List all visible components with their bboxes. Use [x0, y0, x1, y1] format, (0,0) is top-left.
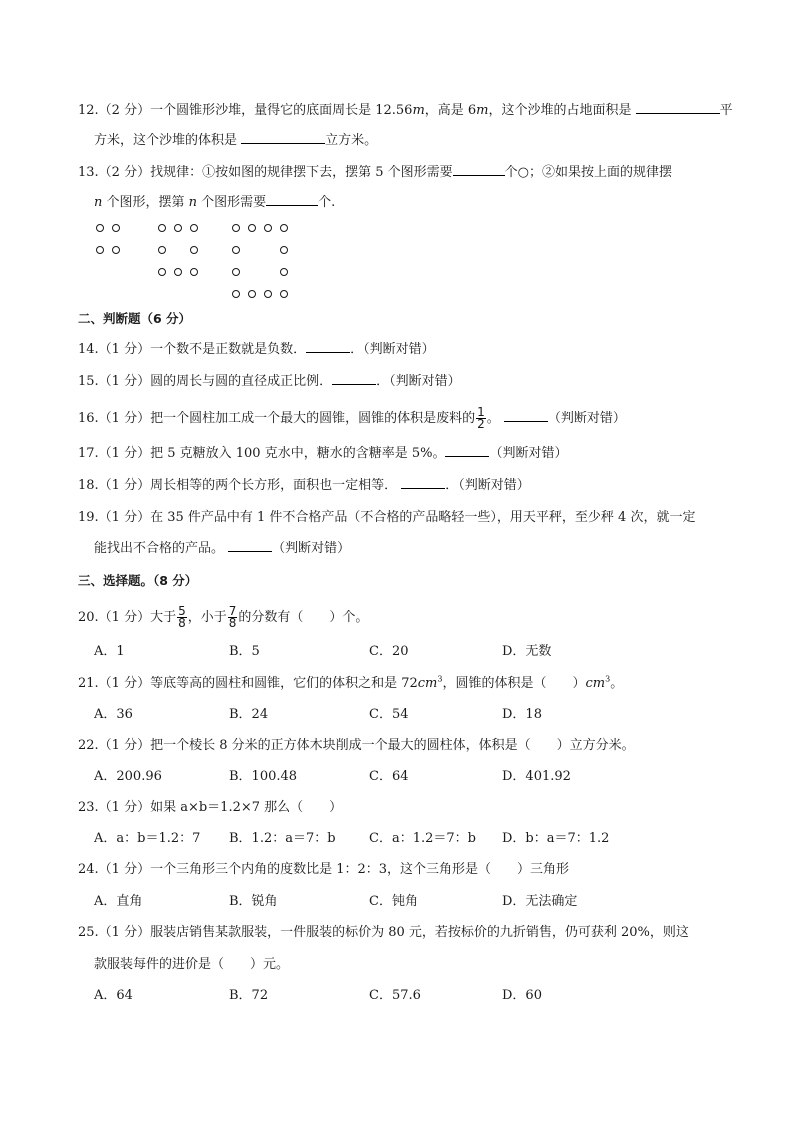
q12-text-d: 平: [719, 103, 733, 118]
q13-line2: [94, 193, 335, 213]
question-text: 。: [610, 676, 624, 691]
circle-icon: [232, 246, 240, 254]
question-22: [78, 736, 635, 756]
question-text: 21.（1 分）等底等高的圆柱和圆锥，它们的体积之和是 72: [78, 676, 418, 691]
circle-icon: [112, 224, 120, 232]
q12-text-c: ，这个沙堆的占地面积是: [488, 103, 632, 118]
superscript: 3: [437, 674, 443, 684]
fraction: [177, 606, 187, 629]
option-a[interactable]: A．64: [94, 988, 133, 1003]
option-b[interactable]: B．锐角: [229, 894, 278, 909]
circle-icon: [232, 268, 240, 276]
fraction-denominator: 8: [228, 616, 237, 630]
circle-icon: [190, 268, 198, 276]
question-text: 24.（1 分）一个三角形三个内角的度数比是 1：2：3，这个三角形是（ ）三角形: [78, 862, 570, 877]
question-20: [78, 606, 368, 629]
circle-icon: [190, 224, 198, 232]
section-heading: 三、选择题。（8 分）: [78, 573, 198, 588]
q12-text-a: 12.（2 分）一个圆锥形沙堆，量得它的底面周长是 12.56: [78, 103, 413, 118]
question-tail: （判断对错）: [489, 446, 568, 461]
question-25-line2: [94, 955, 289, 975]
option-a[interactable]: A．a：b＝1.2：7: [94, 831, 201, 846]
q13-var: n: [188, 195, 198, 210]
answer-blank[interactable]: [266, 193, 318, 206]
answer-blank[interactable]: [401, 476, 445, 489]
q12-text-b: ，高是 6: [424, 103, 477, 118]
q13-line1: [78, 163, 672, 183]
q12-line2: [94, 131, 377, 151]
circle-icon: [158, 268, 166, 276]
fraction-numerator: 7: [228, 604, 237, 618]
option-c[interactable]: C．20: [369, 644, 409, 659]
q13-text-e: 个.: [318, 195, 336, 210]
option-b[interactable]: B．72: [229, 988, 269, 1003]
option-a[interactable]: A．1: [94, 644, 125, 659]
circle-icon: [232, 224, 240, 232]
question-text: 23.（1 分）如果 a×b＝1.2×7 那么（ ）: [78, 800, 343, 815]
question-tail: ．（判断对错）: [350, 342, 435, 357]
option-a[interactable]: A．36: [94, 707, 133, 722]
question-text: 15.（1 分）圆的周长与圆的直径成正比例．: [78, 374, 333, 389]
question-19: [78, 508, 695, 528]
answer-blank[interactable]: [504, 409, 548, 422]
section-heading: 二、判断题（6 分）: [78, 311, 192, 326]
q12-text-f: 立方米。: [325, 133, 378, 148]
question-16: [78, 407, 626, 430]
circle-icon: [280, 224, 288, 232]
question-text: 款服装每件的进价是（ ）元。: [94, 957, 290, 972]
question-text: ，小于: [187, 610, 227, 625]
fraction-denominator: 2: [477, 417, 485, 431]
circle-icon: [264, 224, 272, 232]
q13-text-c: 个图形，摆第: [102, 195, 189, 210]
answer-blank[interactable]: [445, 444, 489, 457]
option-d[interactable]: D．401.92: [502, 769, 571, 784]
question-18: [78, 476, 530, 496]
option-d[interactable]: D．60: [502, 988, 542, 1003]
question-text: 17.（1 分）把 5 克糖放入 100 克水中，糖水的含糖率是 5%。: [78, 446, 446, 461]
q13-text-b: 个○；②如果按上面的规律摆: [504, 165, 672, 180]
q12-unit: m: [476, 103, 489, 118]
q13-text-d: 个图形需要: [197, 195, 267, 210]
option-d[interactable]: D．无数: [502, 644, 552, 659]
question-25: [78, 923, 689, 943]
option-a[interactable]: A．200.96: [94, 769, 162, 784]
option-b[interactable]: B．1.2：a＝7：b: [229, 831, 336, 846]
option-c[interactable]: C．54: [369, 707, 409, 722]
circle-icon: [248, 224, 256, 232]
circle-icon: [280, 246, 288, 254]
circle-icon: [174, 224, 182, 232]
question-21: [78, 674, 623, 694]
option-b[interactable]: B．100.48: [229, 769, 298, 784]
question-text: 14.（1 分）一个数不是正数就是负数．: [78, 342, 307, 357]
circle-icon: [280, 268, 288, 276]
option-a[interactable]: A．直角: [94, 894, 143, 909]
circle-icon: [248, 290, 256, 298]
question-23: [78, 798, 342, 818]
question-15: [78, 372, 461, 392]
question-text: 的分数有（ ）个。: [238, 610, 369, 625]
unit: cm: [417, 676, 438, 691]
option-c[interactable]: C．57.6: [369, 988, 421, 1003]
question-text: 20.（1 分）大于: [78, 610, 177, 625]
circle-icon: [174, 268, 182, 276]
superscript: 3: [605, 674, 611, 684]
fraction-numerator: 5: [178, 604, 186, 618]
question-text: 18.（1 分）周长相等的两个长方形，面积也一定相等．: [78, 478, 398, 493]
question-24: [78, 860, 569, 880]
fraction-numerator: 1: [477, 405, 485, 419]
answer-blank[interactable]: [241, 131, 325, 144]
option-d[interactable]: D．b：a＝7：1.2: [502, 831, 610, 846]
question-14: [78, 340, 435, 360]
circle-icon: [158, 224, 166, 232]
q12-text-e: 方米，这个沙堆的体积是: [94, 133, 238, 148]
question-text: 19.（1 分）在 35 件产品中有 1 件不合格产品（不合格的产品略轻一些），用天平秤，至少秤 4 次，就一定: [78, 510, 696, 525]
answer-blank[interactable]: [228, 539, 272, 552]
answer-blank[interactable]: [306, 340, 350, 353]
question-tail: （判断对错）: [547, 411, 626, 426]
q12-unit: m: [412, 103, 425, 118]
q13-var: n: [94, 195, 103, 210]
option-d[interactable]: D．18: [502, 707, 542, 722]
circle-icon: [264, 290, 272, 298]
circle-icon: [190, 246, 198, 254]
q13-text-a: 13.（2 分）找规律：①按如图的规律摆下去，摆第 5 个图形需要: [78, 165, 453, 180]
circle-icon: [280, 290, 288, 298]
option-c[interactable]: C．64: [369, 769, 409, 784]
option-c[interactable]: C．钝角: [369, 894, 418, 909]
option-b[interactable]: B．24: [229, 707, 269, 722]
circle-icon: [112, 246, 120, 254]
fraction-denominator: 8: [178, 616, 186, 630]
question-text: ，圆锥的体积是（ ）: [442, 676, 586, 691]
question-tail: ．（判断对错）: [445, 478, 530, 493]
question-19-line2: [94, 539, 350, 559]
question-text: 16.（1 分）把一个圆柱加工成一个最大的圆锥，圆锥的体积是废料的: [78, 411, 476, 426]
question-text: 25.（1 分）服装店销售某款服装，一件服装的标价为 80 元，若按标价的九折销售，仍可获利 20%，则这: [78, 925, 689, 940]
circle-icon: [96, 246, 104, 254]
q12-line1: [78, 101, 733, 121]
question-17: [78, 444, 567, 464]
question-text: 能找出不合格的产品。: [94, 541, 225, 556]
unit: cm: [585, 676, 606, 691]
question-punct: 。: [486, 411, 500, 426]
question-tail: （判断对错）: [272, 541, 351, 556]
option-d[interactable]: D．无法确定: [502, 894, 578, 909]
circle-icon: [158, 246, 166, 254]
fraction: [228, 606, 238, 629]
question-text: 22.（1 分）把一个棱长 8 分米的正方体木块削成一个最大的圆柱体，体积是（ ）立方分米。: [78, 738, 635, 753]
option-c[interactable]: C．a：1.2＝7：b: [369, 831, 476, 846]
answer-blank[interactable]: [636, 101, 720, 114]
circle-icon: [96, 224, 104, 232]
answer-blank[interactable]: [332, 372, 376, 385]
answer-blank[interactable]: [453, 163, 505, 176]
option-b[interactable]: B．5: [229, 644, 260, 659]
fraction: [476, 407, 486, 430]
circle-icon: [232, 290, 240, 298]
question-tail: ．（判断对错）: [376, 374, 461, 389]
